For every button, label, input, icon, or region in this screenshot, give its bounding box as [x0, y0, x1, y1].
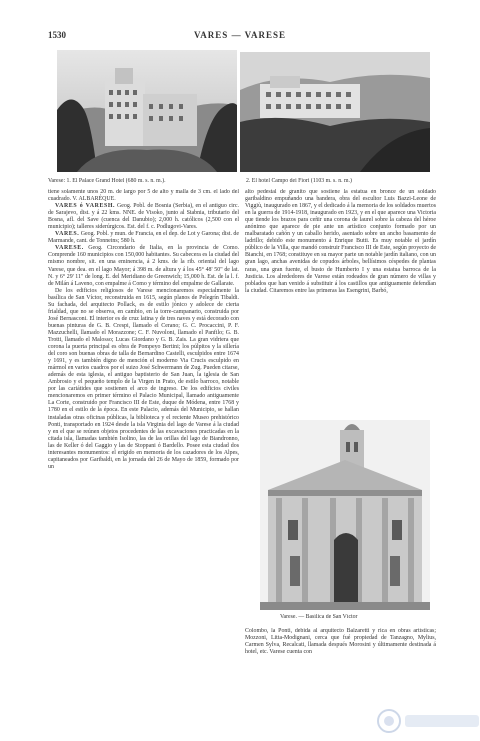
- page-number: 1530: [48, 30, 66, 40]
- right-column-upper: [245, 189, 436, 416]
- headword-vares-francia: VARES.: [55, 231, 80, 238]
- top-caption-1: Varese: 1. El Palace Grand Hotel (680 m. s. n. m.).: [48, 178, 166, 184]
- headword-vares-bosnia: VARES ó VARESH.: [55, 203, 116, 210]
- photo-palace-grand-hotel: [57, 50, 237, 172]
- left-paragraph-edificios: De los edificios religiosos de Varese mencionaremos especialmente la basílica de San Víctor, reconstruida en 1615, según planos de Pelegrín Tibaldi. Su fachada, del arquitecto Pollack, es de estilo jónico y adolece de cierta frialdad, que no se observa, en cambio, en la torre-campanario, construida por José Bernasconi. El interior es de cruz latina y de tres naves y está decorado con buenas pinturas de G. B. Crespi, llamado el Cerano; G. C. Procaccini, P. F. Mazzuchelli, llamado el Morazzone; C. F. Nuvoloni, llamado el Panfilo; G. B. Trotti, llamado el Malosso; Lucas Giordano y G. B. Zais. La gran vidriera que corona la puerta principal es obra de Pompeyo Bertini; los púlpitos y la sillería del coro son buenas obras de talla de Bernardino Castelli, esculpidos entre 1674 y 1691, y es también digno de mención el moderno Via Crucis esculpido en mármol en varios cuadros por el suizo José Schwermann de Zug. Pueden citarse, además de esta iglesia, el antiguo baptisterio de San Juan, la iglesia de San Ambrosio y el pequeño templo de la Virgen in Prato, de estilo barroco, notable por las cariátides que sostienen el arco de ingreso. De los edificios civiles mencionaremos en primer término el Palacio Municipal, llamado antiguamente La Corte, construido por Francisco III de Este, duque de Módena, entre 1768 y 1780 en el estilo de la época. En este Palacio, además del Municipio, se hallan instaladas otras oficinas públicas, la biblioteca y el reciente Museo prehistórico Ponti, transportado en 1924 desde la isla Virginia del lago de Varese á la ciudad y en el que se reúnen objetos procedentes de las excavaciones practicadas en la citada isla, llamadas también Isolino, las de las orillas del lago de Biandronno, las de Keller ó del Gaggio y las de Stoppani ó Bardello. Posee esta ciudad dos interesantes monumentos: el erigido en memoria de los cazadores de los Alpes, capitaneados por Garibaldi, en la jornada del 26 de Mayo de 1859, formado por un: [48, 287, 239, 470]
- right-paragraph-2: Colombo, la Ponti, debida al arquitecto Balzaretti y rica en obras artísticas; Mozzoni, Litta-Modignani, cerca que fué propiedad de Tanzagno, Mylius, Carmen Sylva, Recalcati, llamada después Morosini y últimamente destinada á hotel, etc. Varese cuenta con: [245, 628, 436, 656]
- left-column: [48, 189, 239, 714]
- top-caption-2: 2. El hotel Campo dei Fiori (1103 m. s. n. m.): [246, 178, 352, 184]
- left-paragraph-1: tiene solamente unos 20 m. de largo por 5 de alto y malla de 3 cm. el lado del cuadrado. V. ALBARÉQUE.: [48, 189, 239, 203]
- entry-vares-francia: VARES. Geog. Pobl. y mun. de Francia, en el dep. de Lot y Garona; dist. de Marmande, cant. de Tonneins; 580 h.: [48, 231, 239, 245]
- running-header: [48, 30, 432, 42]
- running-title: VARES — VARESE: [193, 30, 287, 40]
- right-paragraph-1: alto pedestal de granito que sostiene la estatua en bronce de un soldado garibaldino empuñando una bandera, obra del escultor Luis Bazzi-Leone de Viggiù, inaugurado en 1867, y el dedicado á la memoria de los soldados muertos en la guerra de 1914-1918, inaugurado en 1923, y en el que aparece una Victoria que tiende los brazos para ceñir una corona de laurel sobre la cabeza del héroe anónimo que aparece de pie ante un artístico conjunto formado por un malbaratado cañón y un caballo herido, asentado sobre un ancho basamento de ladrillo; debido este monumento á Enrique Butti. Es muy notable el jardín público de la Villa, que mandó construir Francisco III de Este, según proyecto de Bianchi, en 1768; constituye en su mayor parte un notable jardín italiano, con un gran lago, anchas avenidas de copudos árboles, bellísimos céspedes de plantas raras, una gran fuente, el busto de Humberto I y una estatua barroca de la Justicia. Los alrededores de Varese están rodeados de gran número de villas y poblados que han venido á substituir á los castillos que antiguamente defendían la ciudad. Citaremos entre las primeras las Esengrini, Barbó,: [245, 189, 436, 294]
- photo-hotel-campo-dei-fiori: [240, 52, 430, 172]
- right-column-lower: [245, 628, 436, 714]
- entry-vares-bosnia: VARES ó VARESH. Geog. Pobl. de Bosnia (Serbia), en el antiguo circ. de Sarajevo, dist. y á 22 kms. NNE. de Visoko, junto al Stabnia, tributario del Bosna, afl. del Save (cuenca del Danubio); 2,000 h. católicos (2,500 con el municipio); talleres siderúrgicos. Est. del f. c. Podlugovi-Vares.: [48, 203, 239, 231]
- watermark-logo: [375, 706, 480, 736]
- photo-basilica-san-victor: [260, 420, 430, 610]
- headword-varese: VARESE.: [55, 245, 84, 252]
- entry-varese: VARESE. Geog. Circondario de Italia, en la provincia de Como. Comprende 160 municipios con 150,000 habitantes. Su cabecera es la ciudad del mismo nombre, sit. en una eminencia, á 2 kms. de la rib. oriental del lago Varese, que dea. en el lago Mayor; á 398 m. de altura y á los 45° 48' 50" de lat. N. y 6° 29' 11" de long. E. del Meridiano de Greenwich; 15,000 h. Est. de la l. f. de Milán á Laveno, con empalme á Como y término del empalme de Gallarate.: [48, 245, 239, 287]
- bottom-caption: Varese. — Basílica de San Víctor: [280, 614, 358, 620]
